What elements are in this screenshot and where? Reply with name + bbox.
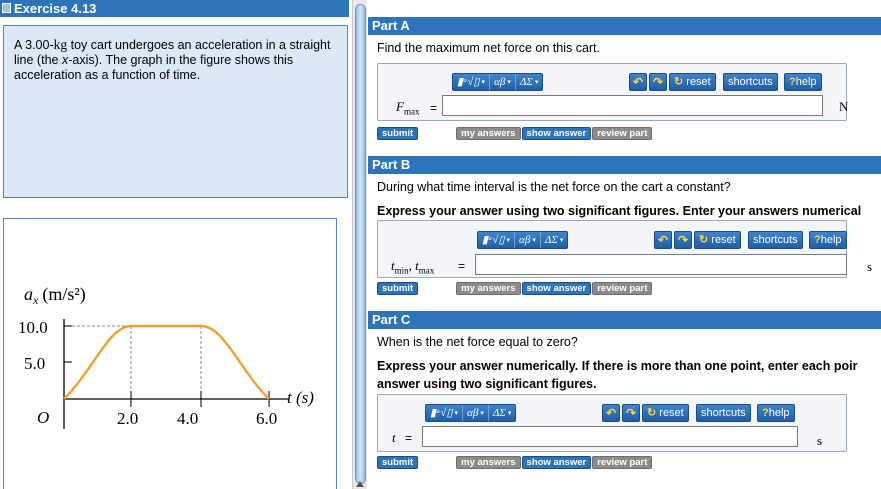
part-c-instruction-2: answer using two significant figures. (377, 377, 597, 391)
undo-icon[interactable]: ↶ (654, 231, 672, 249)
part-b-actions (377, 282, 653, 296)
part-c-submit-button[interactable]: submit (377, 456, 418, 469)
greek-button[interactable]: αβ ▾ (490, 74, 516, 90)
part-a-question: Find the maximum net force on this cart. (377, 41, 601, 55)
part-c-unit: s (817, 433, 823, 448)
part-c-header: Part C (368, 311, 881, 329)
part-a-show-answer-button[interactable]: show answer (522, 127, 592, 140)
reset-label: reset (659, 407, 684, 419)
exercise-title: Exercise 4.13 (14, 1, 97, 16)
fmax-label: $F_{max}$ (396, 99, 420, 117)
part-b-unit: s (867, 259, 873, 274)
part-c-actions (377, 456, 653, 470)
problem-text-post: toy cart undergoes an acceleration in a straight line (the (14, 38, 331, 67)
reset-label: reset (711, 234, 736, 246)
reset-button[interactable] (694, 231, 741, 249)
undo-icon[interactable]: ↶ (602, 404, 620, 422)
part-a-toolbar (452, 73, 543, 91)
templates-button[interactable]: ▮ᵃ√▯ ▾ (426, 405, 463, 421)
graph-svg (4, 219, 338, 489)
part-a-my-answers-button[interactable]: my answers (456, 127, 520, 140)
help-button[interactable] (809, 231, 847, 249)
symbols-button[interactable]: ΔΣ ▾ (544, 234, 564, 246)
part-a-review-part-button[interactable]: review part (592, 127, 652, 140)
help-button[interactable] (784, 73, 822, 91)
part-a-actions (377, 127, 653, 141)
help-icon: ? (814, 234, 821, 246)
reset-icon: ↻ (699, 234, 709, 246)
help-icon: ? (789, 76, 796, 88)
origin-label: O (37, 408, 50, 427)
greek-button[interactable]: αβ ▾ (515, 232, 541, 248)
part-b-header: Part B (368, 156, 881, 174)
fmax-input[interactable] (442, 95, 823, 116)
symbols-button[interactable]: ΔΣ ▾ (492, 407, 512, 419)
help-label: help (768, 407, 790, 419)
reset-label: reset (686, 76, 711, 88)
reset-icon: ↻ (674, 76, 684, 88)
reset-button[interactable] (669, 73, 716, 91)
reset-icon: ↻ (647, 407, 657, 419)
problem-pane (0, 0, 352, 489)
shortcuts-button[interactable]: shortcuts (696, 404, 751, 422)
t-input[interactable] (422, 426, 798, 447)
templates-button[interactable]: ▮ᵃ√▯ ▾ (478, 232, 515, 248)
part-a-unit: N (839, 99, 849, 114)
acceleration-curve (64, 326, 269, 399)
problem-text-end: -axis). The graph in the figure shows this acceleration as a function of time. (14, 53, 294, 82)
tmin-tmax-input[interactable] (475, 254, 847, 275)
parts-pane (368, 0, 881, 489)
help-label: help (795, 76, 817, 88)
part-b-instruction: Express your answer using two significant figures. Enter your answers numerical (377, 204, 862, 218)
x-tick-2: 2.0 (117, 409, 139, 428)
part-c-question: When is the net force equal to zero? (377, 335, 578, 349)
part-b-show-answer-button[interactable]: show answer (522, 282, 592, 295)
part-a-header: Part A (368, 17, 881, 35)
problem-text-pre: A 3.00- (14, 38, 54, 52)
part-c-my-answers-button[interactable]: my answers (456, 456, 520, 469)
t-label: t (392, 430, 396, 445)
redo-icon[interactable]: ↷ (649, 73, 667, 91)
part-b-review-part-button[interactable]: review part (592, 282, 652, 295)
scroll-arrow-icon[interactable] (356, 481, 364, 487)
equals-sign: = (458, 259, 466, 273)
shortcuts-button[interactable]: shortcuts (723, 73, 778, 91)
part-b-question: During what time interval is the net force on the cart a constant? (377, 180, 731, 194)
part-c-show-answer-button[interactable]: show answer (522, 456, 592, 469)
problem-text (14, 37, 337, 83)
tmin-tmax-label: $t_{min}$, $t_{max}$ (391, 258, 435, 276)
redo-icon[interactable]: ↷ (622, 404, 640, 422)
mass-unit: kg (53, 37, 68, 52)
scroll-thumb[interactable] (355, 4, 366, 484)
exercise-icon (2, 3, 11, 13)
symbols-button[interactable]: ΔΣ ▾ (519, 76, 539, 88)
problem-statement (3, 25, 348, 198)
equals-sign: = (405, 431, 413, 445)
acceleration-graph (3, 218, 337, 489)
x-tick-6: 6.0 (256, 409, 278, 428)
y-axis-label: $a_x$ (m/s²) (24, 284, 86, 307)
help-icon: ? (762, 407, 769, 419)
y-tick-5: 5.0 (24, 354, 46, 373)
help-label: help (820, 234, 842, 246)
shortcuts-button[interactable]: shortcuts (748, 231, 803, 249)
part-b-toolbar (477, 231, 568, 249)
x-tick-4: 4.0 (177, 409, 199, 428)
equals-sign: = (430, 101, 438, 115)
help-button[interactable] (757, 404, 795, 422)
part-c-instruction-1: Express your answer numerically. If there is more than one point, enter each poir (377, 359, 858, 373)
exercise-header (0, 0, 349, 17)
undo-icon[interactable]: ↶ (629, 73, 647, 91)
divider-scrollbar[interactable] (352, 0, 367, 489)
part-c-toolbar (425, 404, 516, 422)
part-b-submit-button[interactable]: submit (377, 282, 418, 295)
x-axis-label: t (s) (287, 388, 314, 407)
y-tick-10: 10.0 (18, 318, 48, 337)
part-a-answer-box (377, 63, 847, 121)
part-b-answer-box (377, 220, 847, 278)
part-c-answer-box (377, 394, 847, 452)
part-b-my-answers-button[interactable]: my answers (456, 282, 520, 295)
greek-button[interactable]: αβ ▾ (463, 405, 489, 421)
reset-button[interactable] (642, 404, 689, 422)
part-a-submit-button[interactable]: submit (377, 127, 418, 140)
redo-icon[interactable]: ↷ (674, 231, 692, 249)
part-c-review-part-button[interactable]: review part (592, 456, 652, 469)
templates-button[interactable]: ▮ᵃ√▯ ▾ (453, 74, 490, 90)
axis-var: x (61, 53, 69, 67)
